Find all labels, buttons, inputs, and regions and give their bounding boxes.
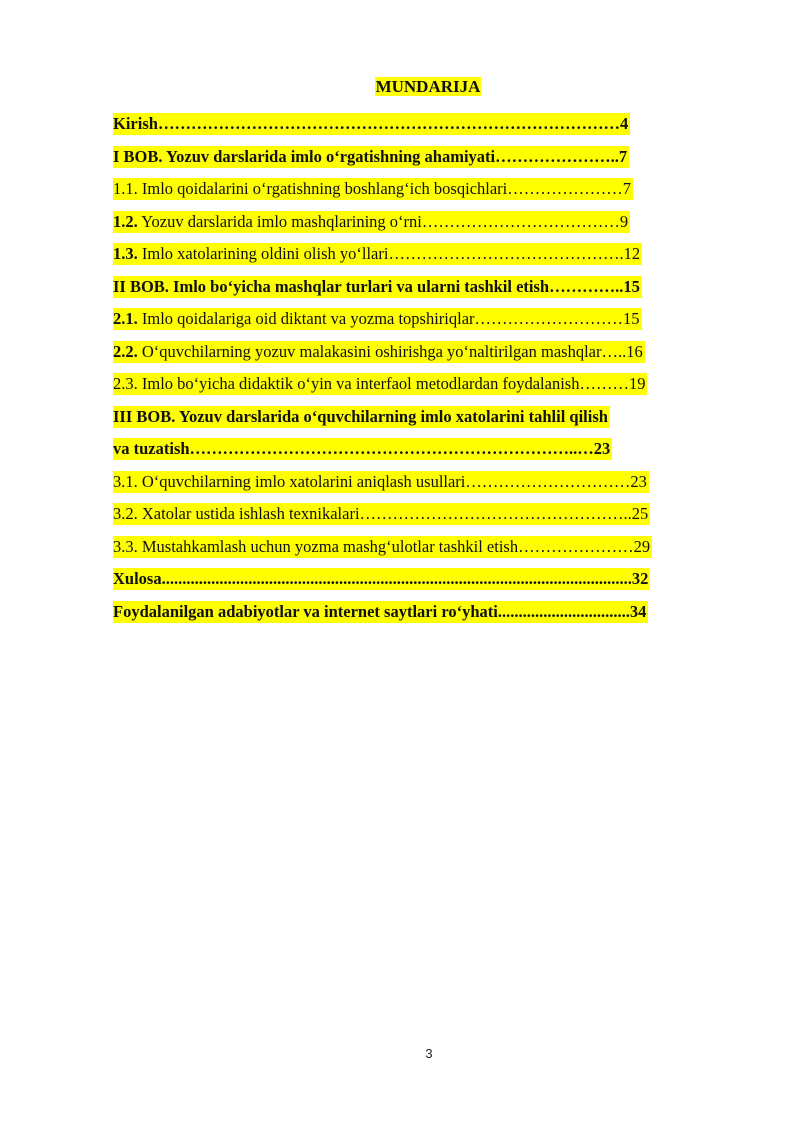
toc-entry-highlight: [113, 211, 630, 233]
toc-entry-leader: …………..: [549, 276, 624, 296]
toc-entry-leader: …………………………………………..: [359, 504, 632, 524]
toc-entry-highlight: [113, 406, 610, 428]
toc-entry-number: 2.1.: [113, 309, 138, 329]
toc-entry-leader: …………………………………………………………………………: [157, 114, 620, 134]
toc-entry-highlight: [113, 568, 650, 590]
toc-entry-title: Oʻquvchilarning yozuv malakasini oshirishga yoʻnaltirilgan mashqlar: [137, 341, 602, 361]
toc-entry: [113, 336, 733, 369]
toc-entry-highlight: [113, 438, 612, 460]
toc-entry-title: 3.1. Oʻquvchilarning imlo xatolarini aniqlash usullari: [113, 471, 466, 491]
toc-entry-leader: ………………………: [474, 309, 624, 329]
toc-entry-leader: ………: [579, 374, 629, 394]
toc-entry-leader: ................................: [497, 601, 630, 621]
toc-entry: [113, 368, 733, 401]
toc-entry-page: 32: [631, 569, 649, 589]
toc-entry-page: 4: [619, 114, 629, 134]
toc-entry: [113, 498, 733, 531]
toc-entry: [113, 433, 733, 466]
toc-entry-page: 15: [623, 309, 640, 329]
toc-entry: [113, 141, 733, 174]
toc-entry: [113, 563, 733, 596]
toc-entry-highlight: [113, 146, 629, 168]
toc-entry-page: 34: [629, 601, 647, 621]
toc-entry-highlight: [113, 536, 652, 558]
toc-entry-title: II BOB. Imlo boʻyicha mashqlar turlari va ularni tashkil etish: [113, 276, 550, 296]
toc-entry-title: Kirish: [113, 114, 158, 134]
toc-entry-leader: ………………………………: [421, 211, 620, 231]
toc-entry-page: 15: [623, 276, 640, 296]
toc-entry-leader: …………………………………….: [388, 244, 624, 264]
toc-entry-highlight: [113, 276, 642, 298]
toc-entry-page: 23: [630, 471, 647, 491]
toc-entry-title: Imlo xatolarining oldini olish yoʻllari: [137, 244, 389, 264]
toc-entry-leader: ……………………………………………………………..…: [189, 439, 594, 459]
toc-entry-title: I BOB. Yozuv darslarida imlo oʻrgatishning ahamiyati: [113, 146, 496, 166]
toc-entry-title: Imlo qoidalariga oid diktant va yozma topshiriqlar: [137, 309, 475, 329]
toc-entry: [113, 173, 733, 206]
toc-entry-highlight: [113, 308, 642, 330]
toc-heading: [0, 76, 800, 98]
toc-entry: [113, 108, 733, 141]
toc-entry-highlight: [113, 341, 645, 363]
toc-entry-highlight: [113, 113, 630, 135]
toc-entry-title: Foydalanilgan adabiyotlar va internet saytlari roʻyhati: [113, 601, 498, 621]
page-number: 3: [425, 1046, 433, 1061]
toc-entry: [113, 531, 733, 564]
toc-entry-page: 16: [626, 341, 643, 361]
toc-entry-leader: …………………………: [465, 471, 631, 491]
toc-entry: [113, 596, 733, 629]
toc-heading-text: MUNDARIJA: [375, 77, 481, 96]
toc-entry-page: 19: [628, 374, 646, 394]
toc-entry-page: 9: [619, 211, 629, 231]
toc-entry-page: 12: [623, 244, 641, 264]
toc-entry: [113, 303, 733, 336]
toc-entry-page: 7: [618, 146, 628, 166]
toc-entry-highlight: [113, 373, 647, 395]
toc-entry-highlight: [113, 243, 642, 265]
toc-entry-leader: …………………: [507, 179, 623, 199]
toc-entry-highlight: [113, 471, 649, 493]
toc-entry: [113, 238, 733, 271]
toc-entry-page: 7: [622, 179, 632, 199]
table-of-contents: [113, 108, 733, 628]
toc-entry-page: 25: [631, 504, 649, 524]
toc-entry-title: 3.2. Xatolar ustida ishlash texnikalari: [113, 504, 360, 524]
toc-entry-highlight: [113, 503, 650, 525]
toc-entry-leader: …………………..: [495, 146, 619, 166]
toc-entry-title: 1.1. Imlo qoidalarini oʻrgatishning boshlangʻich bosqichlari: [113, 179, 508, 199]
toc-entry-highlight: [113, 178, 633, 200]
toc-entry-highlight: [113, 601, 648, 623]
toc-entry: [113, 401, 733, 434]
toc-entry-title: 3.3. Mustahkamlash uchun yozma mashgʻulotlar tashkil etish: [113, 536, 519, 556]
toc-entry-number: 1.2.: [113, 211, 138, 231]
toc-entry-title: Yozuv darslarida imlo mashqlarining oʻrni: [137, 211, 422, 231]
toc-entry-number: 1.3.: [113, 244, 138, 264]
toc-entry: [113, 271, 733, 304]
toc-entry-number: 2.2.: [113, 341, 138, 361]
toc-entry-title: va tuzatish: [113, 439, 190, 459]
toc-entry-leader: …..: [601, 341, 627, 361]
toc-entry-page: 23: [593, 439, 611, 459]
toc-entry-title: Xulosa: [113, 569, 162, 589]
toc-entry-title: 2.3. Imlo boʻyicha didaktik oʻyin va interfaol metodlardan foydalanish: [113, 374, 580, 394]
toc-entry-title: III BOB. Yozuv darslarida oʻquvchilarning imlo xatolarini tahlil qilish: [113, 406, 608, 426]
toc-entry-leader: …………………: [518, 536, 634, 556]
toc-entry-page: 29: [633, 536, 651, 556]
toc-entry-leader: ..................................................................................................................: [161, 569, 632, 589]
toc-entry: [113, 466, 733, 499]
toc-entry: [113, 206, 733, 239]
